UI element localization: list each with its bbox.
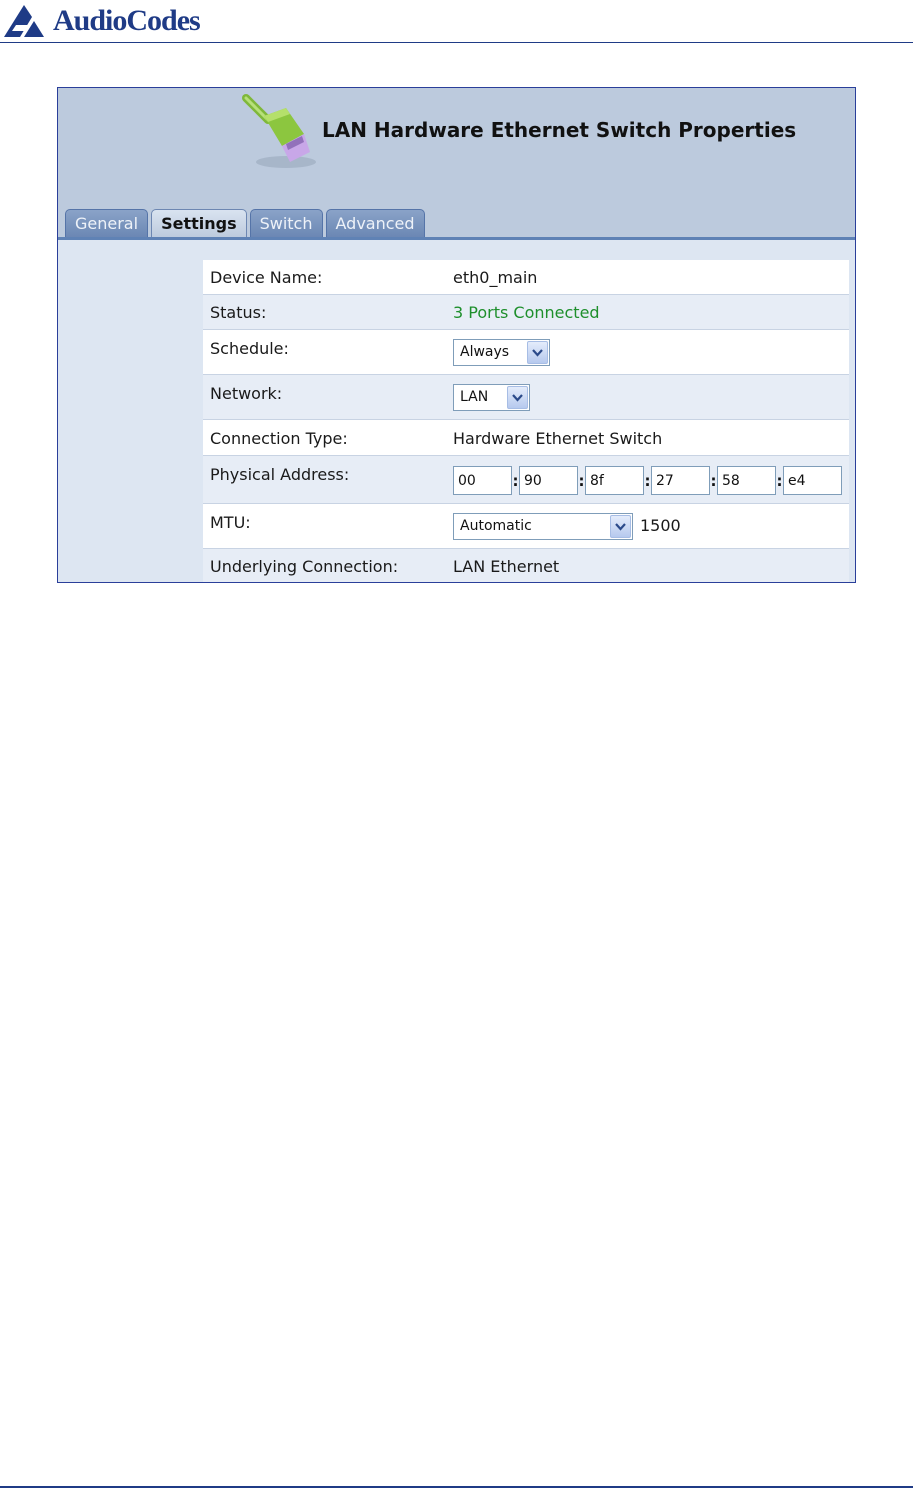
- logo-text: AudioCodes: [53, 4, 200, 37]
- mtu-row: [203, 504, 849, 549]
- tab-settings[interactable]: Settings: [151, 209, 247, 238]
- schedule-select[interactable]: [453, 339, 550, 366]
- chevron-down-icon: [615, 522, 626, 531]
- network-select[interactable]: [453, 384, 530, 411]
- status-value: 3 Ports Connected: [453, 303, 600, 322]
- mac-octet-4[interactable]: [651, 466, 710, 495]
- mac-address-fields: [453, 466, 842, 495]
- device-name-value: eth0_main: [453, 268, 538, 287]
- schedule-row: [203, 330, 849, 375]
- mtu-label: MTU:: [210, 513, 251, 532]
- mac-separator: :: [512, 471, 519, 490]
- mac-octet-2[interactable]: [519, 466, 578, 495]
- device-name-row: [203, 260, 849, 295]
- underlying-connection-label: Underlying Connection:: [210, 557, 399, 576]
- ethernet-cable-icon: [238, 94, 322, 172]
- mac-octet-5[interactable]: [717, 466, 776, 495]
- device-name-label: Device Name:: [210, 268, 323, 287]
- header-rule: [0, 42, 913, 43]
- schedule-selected-value: Always: [460, 344, 510, 360]
- properties-window: [57, 87, 856, 583]
- mac-octet-3[interactable]: [585, 466, 644, 495]
- document-header: [0, 0, 913, 44]
- mtu-select[interactable]: [453, 513, 633, 540]
- physical-address-label: Physical Address:: [210, 465, 350, 484]
- connection-type-label: Connection Type:: [210, 429, 348, 448]
- schedule-label: Schedule:: [210, 339, 289, 358]
- mac-separator: :: [710, 471, 717, 490]
- schedule-dropdown-button[interactable]: [527, 341, 548, 364]
- physical-address-row: [203, 456, 849, 504]
- settings-form: [203, 260, 849, 583]
- window-header: [58, 88, 855, 239]
- chevron-down-icon: [512, 393, 523, 402]
- mtu-value: 1500: [640, 516, 681, 535]
- audiocodes-logo-icon: [2, 3, 52, 39]
- audiocodes-logo: [2, 3, 200, 39]
- mac-separator: :: [644, 471, 651, 490]
- mac-octet-6[interactable]: [783, 466, 842, 495]
- mtu-dropdown-button[interactable]: [610, 515, 631, 538]
- status-row: [203, 295, 849, 330]
- tab-switch[interactable]: Switch: [250, 209, 323, 238]
- connection-type-row: [203, 420, 849, 456]
- chevron-down-icon: [532, 348, 543, 357]
- mac-separator: :: [578, 471, 585, 490]
- tab-bar: [65, 209, 425, 239]
- underlying-connection-value: LAN Ethernet: [453, 557, 560, 576]
- network-selected-value: LAN: [460, 389, 489, 405]
- tab-advanced[interactable]: Advanced: [326, 209, 425, 238]
- mac-separator: :: [776, 471, 783, 490]
- underlying-connection-row: [203, 549, 849, 583]
- mtu-selected-value: Automatic: [460, 518, 532, 534]
- network-row: [203, 375, 849, 420]
- status-label: Status:: [210, 303, 267, 322]
- tab-divider: [58, 237, 855, 240]
- network-dropdown-button[interactable]: [507, 386, 528, 409]
- connection-type-value: Hardware Ethernet Switch: [453, 429, 663, 448]
- mac-octet-1[interactable]: [453, 466, 512, 495]
- footer-rule: [0, 1486, 913, 1488]
- tab-general[interactable]: General: [65, 209, 148, 238]
- network-label: Network:: [210, 384, 283, 403]
- window-title: LAN Hardware Ethernet Switch Properties: [322, 118, 797, 142]
